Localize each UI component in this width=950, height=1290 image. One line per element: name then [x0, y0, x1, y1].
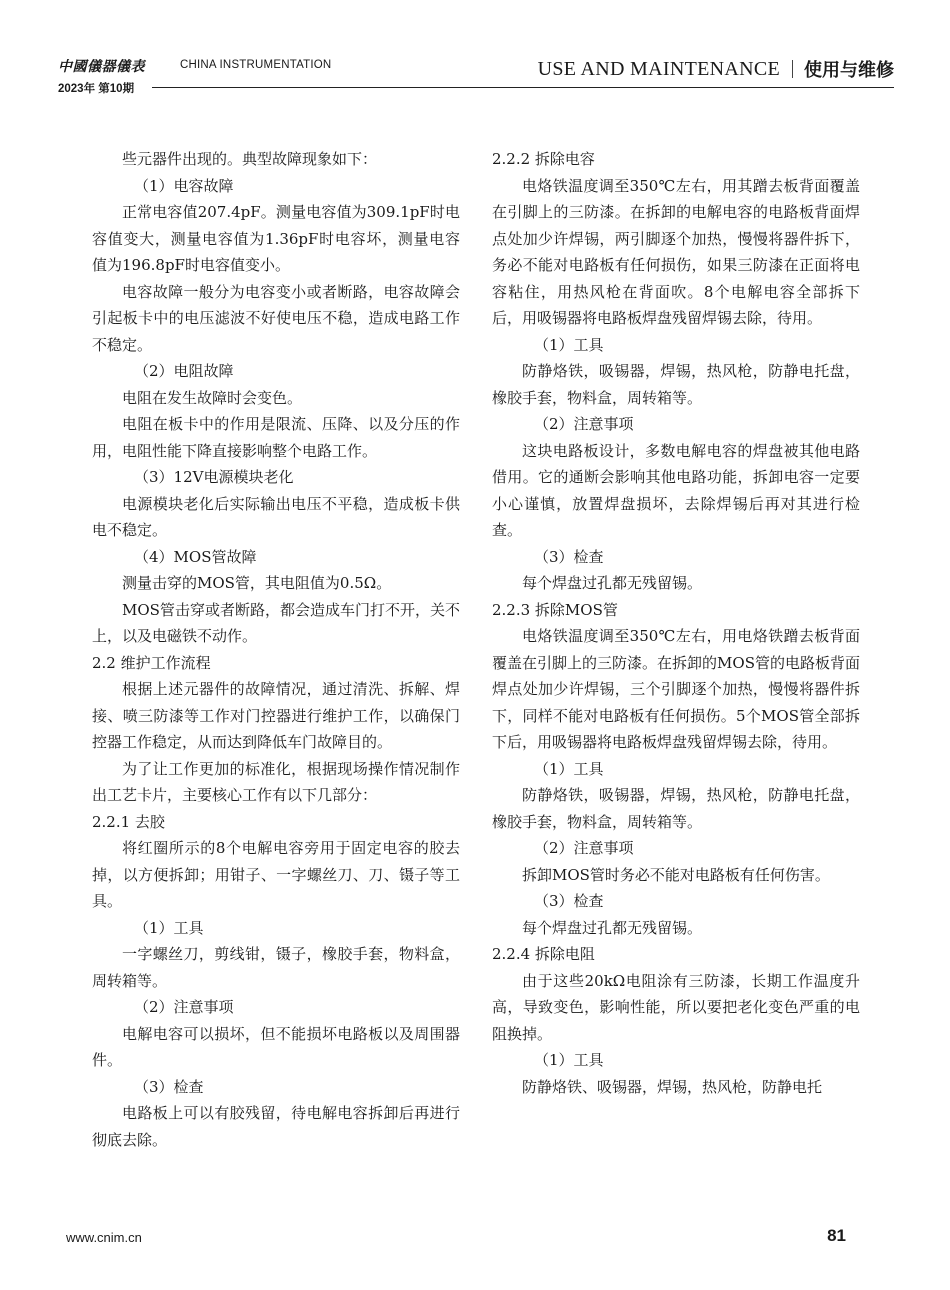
right-sub-heading: （3）检查 [534, 892, 604, 910]
right-paragraph: 每个焊盘过孔都无残留锡。 [522, 918, 703, 937]
right-paragraph: 防静烙铁，吸锡器，焊锡，热风枪，防静电托盘，橡胶手套，物料盒，周转箱等。 [492, 786, 860, 831]
page-header [58, 50, 894, 100]
right-paragraph: 电烙铁温度调至350℃左右，用其蹭去板背面覆盖在引脚上的三防漆。在拆卸的电解电容的电路板背面焊点处加少许焊锡，两引脚逐个加热，慢慢将器件拆下，务必不能对电路板有任何损伤，如果三防漆在正面将电容粘住，用热风枪在背面吹。8个电解电容全部拆下后，用吸锡器将电路板焊盘残留焊锡去除，待用。 [492, 176, 860, 327]
section-title [538, 56, 894, 82]
right-paragraph: 由于这些20kΩ电阻涂有三防漆，长期工作温度升高，导致变色，影响性能，所以要把老化变色严重的电阻换掉。 [492, 971, 860, 1043]
right-sub-heading: （1）工具 [534, 335, 604, 354]
header-rule [152, 87, 894, 88]
page-number: 81 [827, 1226, 846, 1245]
left-section-heading: 2.2.1 去胶 [92, 812, 165, 831]
right-paragraph: 每个焊盘过孔都无残留锡。 [522, 574, 703, 592]
section-title-zh: 使用与维修 [804, 60, 894, 81]
right-section-heading: 2.2.2 拆除电容 [492, 150, 595, 168]
right-sub-heading: （2）注意事项 [534, 839, 634, 857]
left-paragraph: 些元器件出现的。典型故障现象如下： [122, 150, 378, 168]
left-sub-heading: （1）电容故障 [134, 176, 234, 195]
left-sub-heading: （4）MOS管故障 [134, 547, 257, 566]
left-paragraph: 根据上述元器件的故障情况，通过清洗、拆解、焊接、喷三防漆等工作对门控器进行维护工作，以确保门控器工作稳定，从而达到降低车门故障目的。 [92, 680, 460, 751]
left-paragraph: 电路板上可以有胶残留，待电解电容拆卸后再进行彻底去除。 [92, 1104, 460, 1149]
left-paragraph: 电阻在发生故障时会变色。 [122, 388, 303, 407]
right-paragraph: 防静烙铁，吸锡器，焊锡，热风枪，防静电托盘，橡胶手套，物料盒，周转箱等。 [492, 362, 860, 407]
left-paragraph: 一字螺丝刀，剪线钳，镊子，橡胶手套，物料盒，周转箱等。 [92, 945, 460, 990]
issue-label: 2023年 第10期 [58, 83, 135, 95]
right-sub-heading: （2）注意事项 [534, 415, 634, 433]
section-divider [792, 60, 793, 78]
left-column [92, 146, 460, 1153]
right-sub-heading: （3）检查 [534, 547, 604, 566]
left-paragraph: 电容故障一般分为电容变小或者断路，电容故障会引起板卡中的电压滤波不好使电压不稳，造成电路工作不稳定。 [92, 282, 460, 354]
journal-logo: 中國儀器儀表 [58, 59, 145, 75]
right-paragraph: 防静烙铁、吸锡器，焊锡，热风枪，防静电托 [522, 1077, 823, 1096]
left-paragraph: 电源模块老化后实际输出电压不平稳，造成板卡供电不稳定。 [92, 494, 460, 539]
section-title-en: USE AND MAINTENANCE [537, 57, 780, 80]
left-paragraph: 为了让工作更加的标准化，根据现场操作情况制作出工艺卡片，主要核心工作有以下几部分： [92, 759, 460, 804]
right-section-heading: 2.2.4 拆除电阻 [492, 945, 595, 963]
right-sub-heading: （1）工具 [534, 759, 604, 778]
left-sub-heading: （3）12V电源模块老化 [134, 468, 294, 486]
left-section-heading: 2.2 维护工作流程 [92, 653, 211, 672]
right-paragraph: 这块电路板设计，多数电解电容的焊盘被其他电路借用。它的通断会影响其他电路功能，拆卸电容一定要小心谨慎，放置焊盘损坏，去除焊锡后再对其进行检查。 [492, 441, 860, 539]
journal-name-en: CHINA INSTRUMENTATION [180, 59, 332, 71]
left-paragraph: MOS管击穿或者断路，都会造成车门打不开，关不上，以及电磁铁不动作。 [92, 600, 460, 645]
right-sub-heading: （1）工具 [534, 1051, 604, 1069]
right-section-heading: 2.2.3 拆除MOS管 [492, 600, 618, 619]
right-paragraph: 电烙铁温度调至350℃左右，用电烙铁蹭去板背面覆盖在引脚上的三防漆。在拆卸的MOS管的电路板背面焊点处加少许焊锡，三个引脚逐个加热，慢慢将器件拆下，同样不能对电路板有任何损伤。5个MOS管全部拆下后，用吸锡器将电路板焊盘残留焊锡去除，待用。 [492, 627, 860, 751]
left-paragraph: 电阻在板卡中的作用是限流、压降、以及分压的作用，电阻性能下降直接影响整个电路工作。 [92, 415, 460, 460]
left-paragraph: 正常电容值207.4pF。测量电容值为309.1pF时电容值变大，测量电容值为1.36pF时电容坏，测量电容值为196.8pF时电容值变小。 [92, 203, 460, 274]
left-sub-heading: （3）检查 [134, 1077, 204, 1096]
left-sub-heading: （2）注意事项 [134, 998, 234, 1016]
left-paragraph: 电解电容可以损坏，但不能损坏电路板以及周围器件。 [92, 1024, 460, 1069]
right-column [492, 146, 860, 1100]
left-paragraph: 测量击穿的MOS管，其电阻值为0.5Ω。 [122, 574, 392, 592]
footer-url: www.cnim.cn [66, 1230, 142, 1245]
left-sub-heading: （2）电阻故障 [134, 362, 234, 380]
right-paragraph: 拆卸MOS管时务必不能对电路板有任何伤害。 [522, 865, 830, 884]
left-paragraph: 将红圈所示的8个电解电容旁用于固定电容的胶去掉，以方便拆卸；用钳子、一字螺丝刀、刀、镊子等工具。 [92, 839, 460, 910]
left-sub-heading: （1）工具 [134, 918, 204, 937]
